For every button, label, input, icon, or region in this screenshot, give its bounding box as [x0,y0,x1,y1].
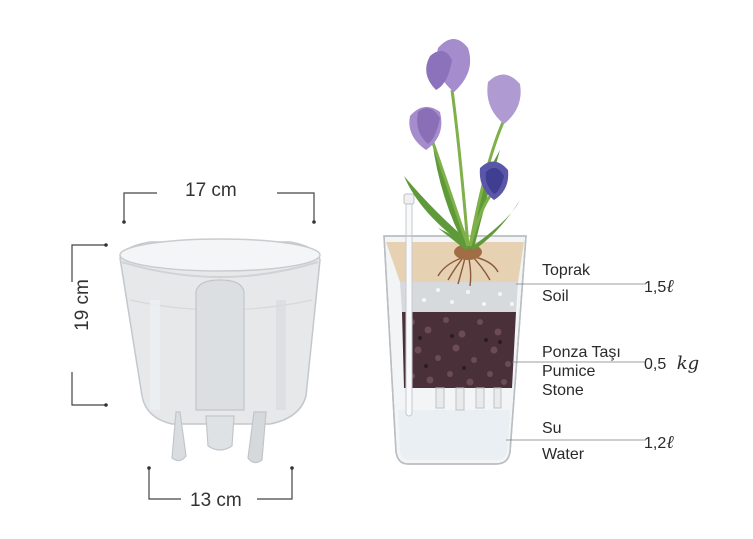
layer-water-amount: 1,2ℓ [644,432,674,453]
inner-pot [120,239,320,463]
layer-pumice-label-en-1: Pumice [542,363,596,380]
water-layer [398,410,510,460]
flower-petals [409,39,520,200]
layer-soil-label-en: Soil [542,288,569,305]
leader-lines [506,284,646,440]
layer-pumice-label-en-2: Stone [542,382,584,399]
layer-pumice-label-tr: Ponza Taşı [542,344,621,361]
layer-water-label-tr: Su [542,420,562,437]
layer-pumice-amount: 0,5 kg [644,353,700,374]
layer-soil-amount: 1,5ℓ [644,276,674,297]
dimension-height: 19 cm [72,279,93,331]
dimension-width-top: 17 cm [185,180,237,201]
layer-soil-label-tr: Toprak [542,262,591,279]
layer-water-label-en: Water [542,446,585,463]
dimension-width-bottom: 13 cm [190,490,242,511]
